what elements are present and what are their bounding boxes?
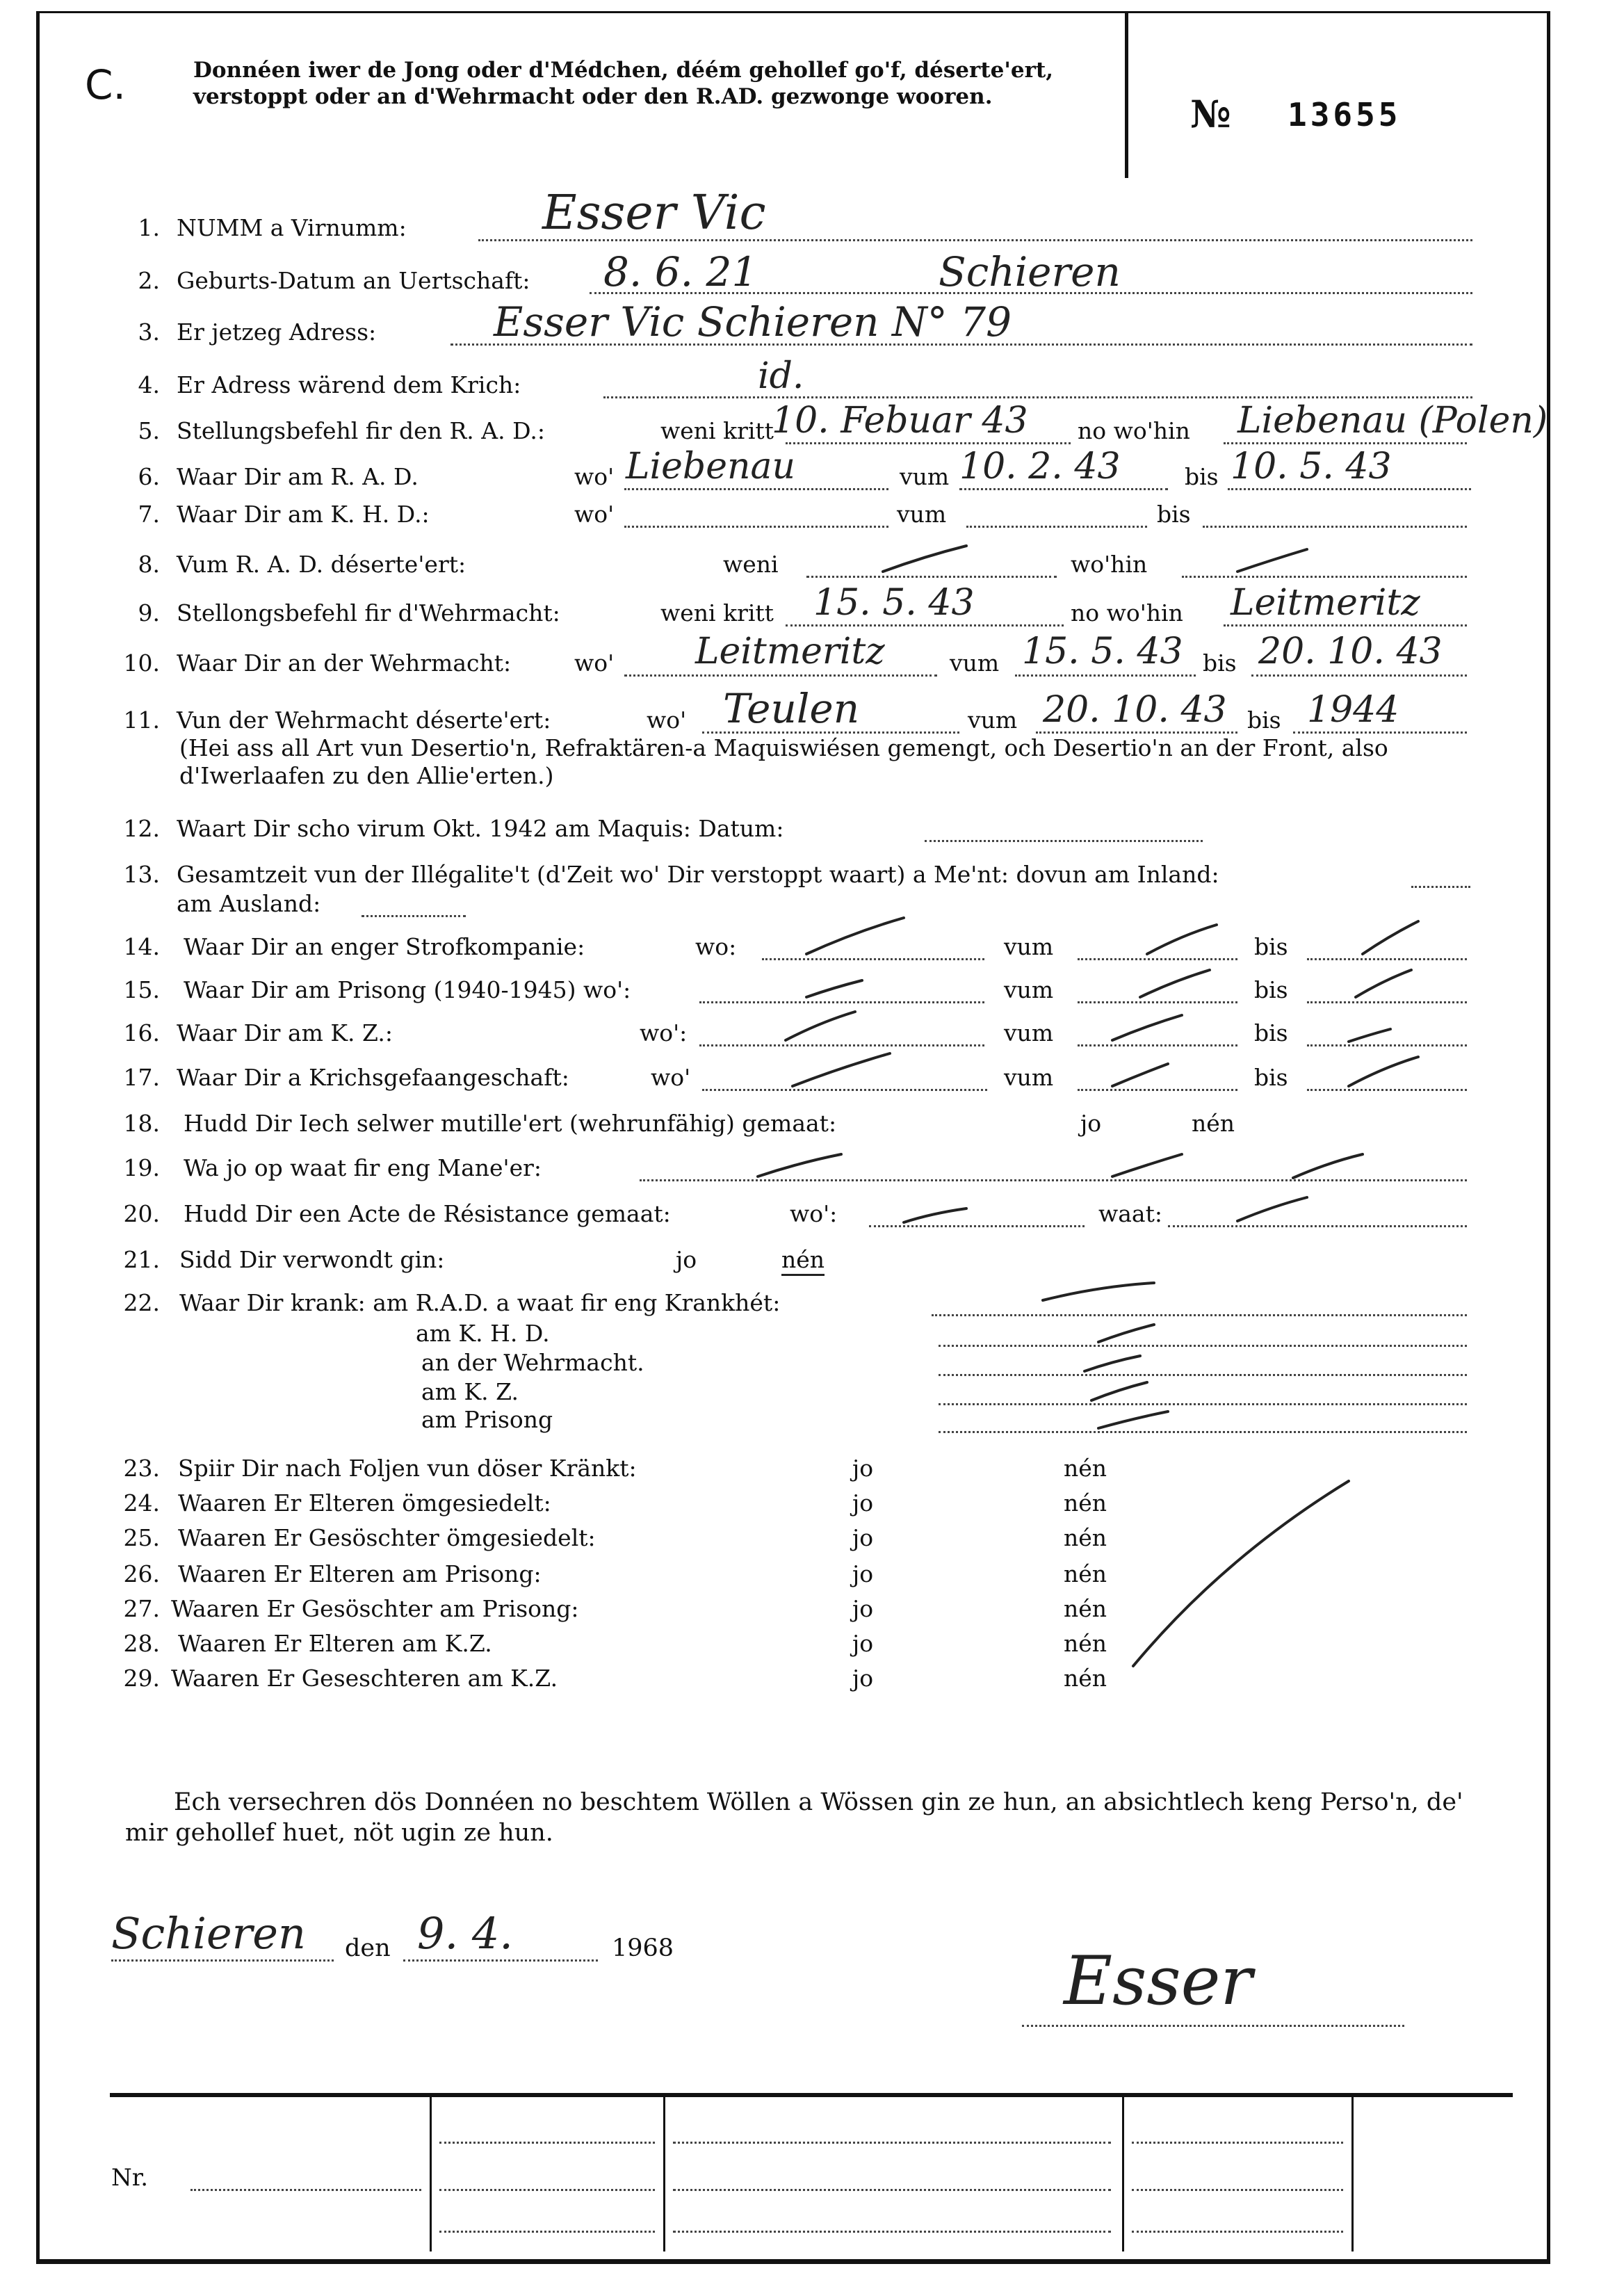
vum-label: vum [897,501,947,528]
strike-mark [904,1208,966,1222]
option-jo[interactable]: jo [852,1455,874,1482]
option-nen[interactable]: nén [1064,1455,1107,1482]
option-nen[interactable]: nén [1064,1524,1107,1551]
field-number: 28. [123,1630,160,1657]
signing-place-value[interactable]: Schieren [111,1908,306,1959]
option-jo[interactable]: jo [852,1489,874,1517]
wo-label: wo' [574,463,615,490]
footer-column-divider [1351,2097,1354,2251]
strike-mark [1112,1154,1182,1177]
field-number: 6. [138,463,160,490]
declaration-text: Ech versechren dös Donnéen no beschtem Wöllen a Wössen gin ze hun, an absichtlech keng Perso'n, de' mir gehollef huet, nöt ugin ze hun. [125,1788,1463,1847]
strike-mark [1237,1197,1307,1221]
wo-label: wo': [640,1019,688,1046]
bis-label: bis [1157,501,1191,528]
footer-entry-line [673,2142,1111,2144]
field-label: Wa jo op waat fir eng Mane'er: [184,1154,542,1181]
desertion-place-value[interactable]: Teulen [723,685,860,732]
bis-label: bis [1203,649,1237,677]
vum-label: vum [950,649,1000,677]
bis-label: bis [1254,1064,1288,1091]
bis-label: bis [1185,463,1219,490]
vum-label: vum [1004,1019,1054,1046]
signing-date-value[interactable]: 9. 4. [417,1908,514,1959]
desertion-note: (Hei ass all Art vun Desertio'n, Refraktären-a Maquiswiésen gemengt, och Desertio'n an der Front, also d'Iwerlaafen zu den Allie'erten.) [179,734,1388,789]
field-label: Waar Dir an der Wehrmacht: [177,649,512,677]
field-label: Stellungsbefehl fir den R. A. D.: [177,417,545,444]
option-nen[interactable]: nén [1064,1595,1107,1622]
strike-mark [1043,1283,1154,1300]
field-label: Waaren Er Geseschteren am K.Z. [171,1665,558,1692]
signature: Esser [1064,1942,1253,2020]
field-label: Hudd Dir Iech selwer mutille'ert (wehrunfähig) gemaat: [184,1110,837,1137]
field-label: Waaren Er Elteren am K.Z. [178,1630,492,1657]
field-number: 5. [138,417,160,444]
wohin-label: wo'hin [1071,551,1148,578]
strike-mark [1133,1481,1349,1666]
wo-label: wo' [574,649,615,677]
field-label: Sidd Dir verwondt gin: [179,1246,445,1273]
nowohin-label: no wo'hin [1071,599,1183,626]
desertion-from-value[interactable]: 20. 10. 43 [1043,689,1227,731]
footer-entry-line [1132,2142,1343,2144]
footer-entry-line [673,2231,1111,2233]
strike-mark [1098,1325,1154,1342]
current-address-value[interactable]: Esser Vic Schieren N° 79 [494,298,1012,346]
option-jo[interactable]: jo [852,1524,874,1551]
name-value[interactable]: Esser Vic [542,186,766,241]
vum-label: vum [900,463,950,490]
vum-label: vum [1004,976,1054,1003]
option-nen[interactable]: nén [1064,1489,1107,1517]
strike-mark [1349,1057,1418,1086]
vum-label: vum [1004,933,1054,960]
field-label: Waaren Er Elteren am Prisong: [178,1560,542,1587]
section-letter: C. [85,61,126,108]
field-number: 25. [123,1524,160,1551]
strike-mark [1140,970,1210,997]
field-number: 12. [123,815,160,842]
field-number: 3. [138,318,160,346]
field-label: Waar Dir am Prisong (1940-1945) wo': [184,976,631,1003]
field-number: 29. [123,1665,160,1692]
option-jo[interactable]: jo [852,1630,874,1657]
field-label: Er jetzeg Adress: [177,318,377,346]
footer-column-divider [663,2097,665,2251]
field-label: am Ausland: [177,890,321,917]
option-nen[interactable]: nén [1064,1630,1107,1657]
wehrmacht-to-value[interactable]: 20. 10. 43 [1258,631,1443,672]
field-number: 21. [123,1246,160,1273]
field-label: Waar Dir am K. H. D.: [177,501,430,528]
footer-column-divider [1122,2097,1124,2251]
field-label: Waaren Er Gesöschter am Prisong: [171,1595,579,1622]
strike-mark [1237,549,1307,572]
strike-mark [1363,921,1418,954]
bis-label: bis [1254,976,1288,1003]
field-label: Waaren Er Elteren ömgesiedelt: [178,1489,551,1517]
option-jo[interactable]: jo [852,1595,874,1622]
birth-place-value[interactable]: Schieren [939,248,1121,296]
field-label: Vun der Wehrmacht déserte'ert: [177,706,551,734]
entry-line [403,1959,598,1962]
rad-from-value[interactable]: 10. 2. 43 [959,446,1121,487]
signature-line [1022,2025,1404,2027]
strike-mark [883,546,966,572]
strike-mark [1147,925,1217,954]
field-label: Geburts-Datum an Uertschaft: [177,267,530,294]
rad-destination-value[interactable]: Liebenau (Polen) [1237,400,1548,442]
footer-entry-line [673,2189,1111,2191]
vum-label: vum [1004,1064,1054,1091]
number-label: № [1190,92,1231,136]
weni-label: weni kritt [660,417,774,444]
field-number: 20. [123,1200,160,1227]
strike-mark [806,980,862,997]
field-number: 11. [123,706,160,734]
field-label: Waar Dir a Krichsgefaangeschaft: [177,1064,569,1091]
strike-mark [1091,1382,1147,1400]
rad-to-value[interactable]: 10. 5. 43 [1231,446,1392,487]
field-number: 26. [123,1560,160,1587]
wo-label: wo' [647,706,687,734]
wehrmacht-order-date-value[interactable]: 15. 5. 43 [813,582,975,624]
bis-label: bis [1247,706,1281,734]
footer-column-divider [430,2097,432,2251]
wo-label: wo' [651,1064,691,1091]
strike-mark [793,1053,890,1086]
field-number: 16. [123,1019,160,1046]
war-address-value[interactable]: id. [758,355,804,397]
field-number: 1. [138,214,160,241]
nowohin-label: no wo'hin [1078,417,1190,444]
rad-place-value[interactable]: Liebenau [626,446,795,487]
strike-mark [786,1012,855,1040]
footer-entry-line [1132,2189,1343,2191]
footer-entry-line [439,2142,655,2144]
field-label: Waaren Er Gesöschter ömgesiedelt: [178,1524,596,1551]
field-number: 10. [123,649,160,677]
option-nen[interactable]: nén [1064,1665,1107,1692]
wo-label: wo: [695,933,737,960]
field-number: 23. [123,1455,160,1482]
year-label: 1968 [612,1934,674,1962]
vum-label: vum [968,706,1018,734]
option-nen-underlined[interactable]: nén [781,1246,825,1276]
option-jo[interactable]: jo [852,1560,874,1587]
bis-label: bis [1254,1019,1288,1046]
field-number: 2. [138,267,160,294]
field-label: Waar Dir am K. Z.: [177,1019,393,1046]
field-number: 14. [123,933,160,960]
field-number: 7. [138,501,160,528]
strike-mark [1112,1064,1168,1086]
footer-top-rule [110,2093,1513,2097]
field-label: Waar Dir am R. A. D. [177,463,419,490]
sub-label: an der Wehrmacht. [421,1349,644,1376]
strike-mark [1085,1356,1140,1371]
field-number: 8. [138,551,160,578]
field-number: 4. [138,371,160,398]
wehrmacht-from-value[interactable]: 15. 5. 43 [1022,631,1183,672]
nr-label: Nr. [111,2164,149,2192]
strike-mark [1112,1015,1182,1040]
wehrmacht-place-value[interactable]: Leitmeritz [695,631,885,672]
birth-date-value[interactable]: 8. 6. 21 [603,248,758,296]
footer-entry-line [439,2189,655,2191]
option-jo[interactable]: jo [676,1246,697,1273]
field-number: 15. [123,976,160,1003]
field-number: 27. [123,1595,160,1622]
field-label: Spiir Dir nach Foljen vun döser Kränkt: [178,1455,637,1482]
rad-order-date-value[interactable]: 10. Febuar 43 [772,400,1028,442]
weni-label: weni kritt [660,599,774,626]
field-number: 22. [123,1289,160,1316]
option-nen[interactable]: nén [1192,1110,1235,1137]
entry-line [111,1959,334,1962]
field-number: 13. [123,861,160,888]
sub-label: am Prisong [421,1406,553,1433]
field-number: 19. [123,1154,160,1181]
field-number: 9. [138,599,160,626]
option-nen[interactable]: nén [1064,1560,1107,1587]
wo-label: wo' [574,501,615,528]
sub-label: am K. H. D. [416,1320,550,1347]
bis-label: bis [1254,933,1288,960]
field-label: Stellongsbefehl fir d'Wehrmacht: [177,599,560,626]
footer-entry-line [439,2231,655,2233]
field-label: Vum R. A. D. déserte'ert: [177,551,466,578]
wo-label: wo': [790,1200,838,1227]
strike-mark [806,918,904,954]
field-label: Waart Dir scho virum Okt. 1942 am Maquis: Datum: [177,815,784,842]
waat-label: waat: [1098,1200,1162,1227]
den-label: den [345,1934,391,1962]
option-jo[interactable]: jo [852,1665,874,1692]
form-number: 13655 [1288,96,1402,134]
option-jo[interactable]: jo [1080,1110,1102,1137]
field-label: Waar Dir krank: am R.A.D. a waat fir eng Krankhét: [179,1289,781,1316]
field-label: Gesamtzeit vun der Illégalite't (d'Zeit wo' Dir verstoppt waart) a Me'nt: dovun am Inland: [177,861,1219,888]
field-label: Er Adress wärend dem Krich: [177,371,521,398]
field-number: 18. [123,1110,160,1137]
nr-entry-line [190,2189,421,2191]
strike-mark [1356,970,1411,997]
footer-entry-line [1132,2231,1343,2233]
section-heading: Donnéen iwer de Jong oder d'Médchen, déém gehollef go'f, déserte'ert, verstoppt oder an d'Wehrmacht oder den R.AD. gezwonge wooren. [193,58,1054,109]
field-number: 24. [123,1489,160,1517]
field-label: NUMM a Virnumm: [177,214,407,241]
wehrmacht-destination-value[interactable]: Leitmeritz [1231,582,1420,624]
field-label: Waar Dir an enger Strofkompanie: [184,933,585,960]
sub-label: am K. Z. [421,1378,519,1405]
strike-mark [1293,1154,1363,1178]
desertion-to-value[interactable]: 1944 [1307,689,1399,731]
strike-mark [1349,1029,1390,1042]
strike-mark [758,1154,841,1177]
field-number: 17. [123,1064,160,1091]
strike-mark [1098,1412,1168,1428]
field-label: Hudd Dir een Acte de Résistance gemaat: [184,1200,671,1227]
weni-label: weni [723,551,779,578]
